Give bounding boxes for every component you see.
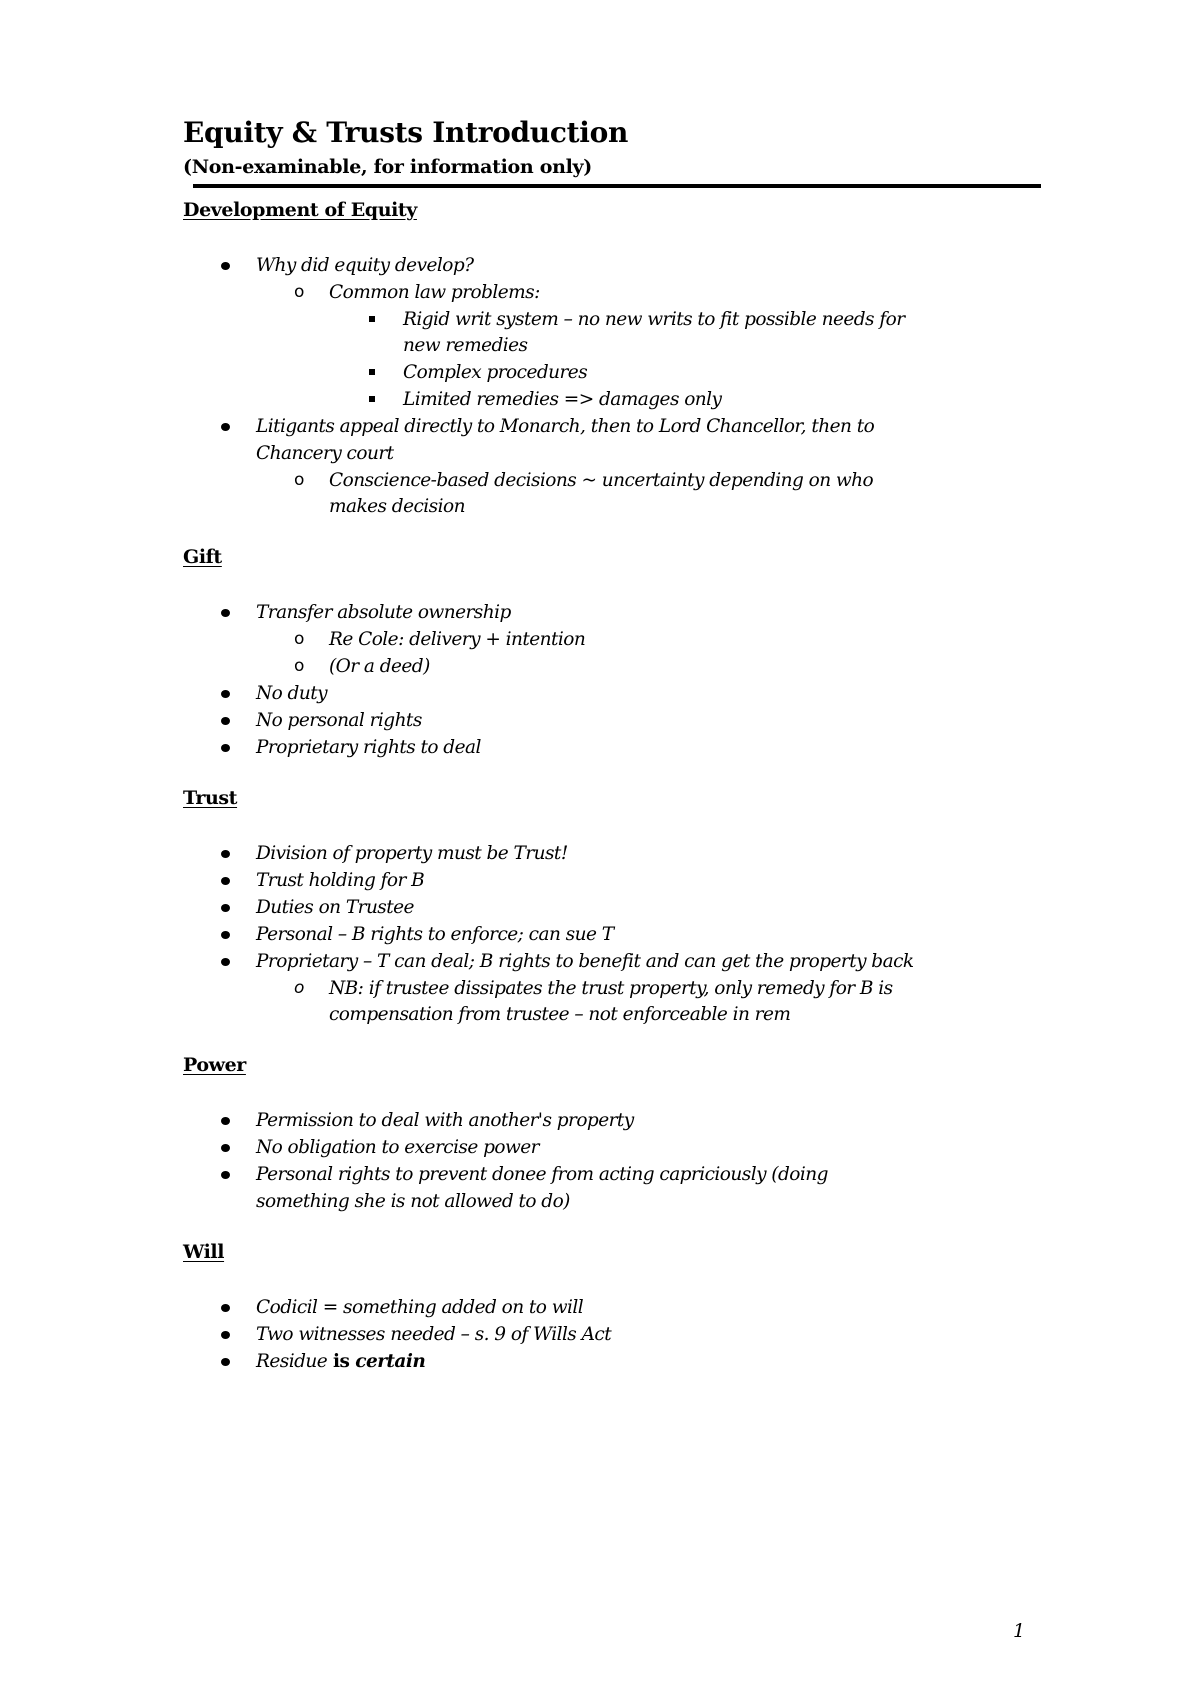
bullet-icon bbox=[221, 262, 230, 270]
square-bullet-icon bbox=[369, 369, 375, 375]
list-item: Codicil = something added on to will bbox=[256, 1294, 583, 1321]
bullet-icon bbox=[221, 877, 230, 885]
list-item: o NB: if trustee dissipates the trust property, only remedy for B is bbox=[329, 975, 893, 1002]
page-subtitle: (Non-examinable, for information only) bbox=[183, 156, 592, 178]
heading-power: Power bbox=[183, 1054, 246, 1076]
page-number: 1 bbox=[1013, 1620, 1026, 1642]
bullet-icon bbox=[221, 717, 230, 725]
square-bullet-icon bbox=[369, 316, 375, 322]
bullet-icon bbox=[221, 904, 230, 912]
list-item-continuation: Chancery court bbox=[256, 443, 394, 464]
list-item: Trust holding for B bbox=[256, 867, 424, 894]
list-item: Proprietary rights to deal bbox=[256, 734, 481, 761]
list-item: No personal rights bbox=[256, 707, 422, 734]
page-title: Equity & Trusts Introduction bbox=[183, 116, 629, 149]
list-item: Proprietary – T can deal; B rights to benefit and can get the property back bbox=[256, 948, 914, 975]
heading-trust: Trust bbox=[183, 787, 238, 809]
list-item: Two witnesses needed – s. 9 of Wills Act bbox=[256, 1321, 611, 1348]
bullet-icon bbox=[221, 958, 230, 966]
heading-gift: Gift bbox=[183, 546, 222, 568]
heading-will: Will bbox=[183, 1241, 225, 1263]
square-bullet-icon bbox=[369, 396, 375, 402]
list-item: Limited remedies => damages only bbox=[403, 386, 721, 413]
bullet-icon bbox=[221, 1117, 230, 1125]
circle-bullet-icon: o bbox=[294, 470, 304, 490]
list-item: Personal rights to prevent donee from acting capriciously (doing bbox=[256, 1161, 828, 1188]
list-item-continuation: makes decision bbox=[329, 496, 465, 517]
list-item: Complex procedures bbox=[403, 359, 587, 386]
list-item: o (Or a deed) bbox=[329, 653, 430, 680]
list-item-continuation: compensation from trustee – not enforceable in rem bbox=[329, 1004, 791, 1025]
circle-bullet-icon: o bbox=[294, 629, 304, 649]
list-item: Transfer absolute ownership bbox=[256, 599, 511, 626]
bullet-icon bbox=[221, 609, 230, 617]
list-item: Personal – B rights to enforce; can sue T bbox=[256, 921, 614, 948]
bullet-icon bbox=[221, 1358, 230, 1366]
list-item: o Common law problems: bbox=[329, 279, 540, 306]
bullet-icon bbox=[221, 690, 230, 698]
title-rule bbox=[193, 184, 1041, 188]
list-item: Division of property must be Trust! bbox=[256, 840, 568, 867]
list-item-continuation: something she is not allowed to do) bbox=[256, 1191, 570, 1212]
bullet-icon bbox=[221, 423, 230, 431]
heading-development-of-equity: Development of Equity bbox=[183, 199, 417, 221]
bullet-icon bbox=[221, 1171, 230, 1179]
list-item: Rigid writ system – no new writs to fit possible needs for bbox=[403, 306, 905, 333]
list-item: No duty bbox=[256, 680, 327, 707]
bullet-icon bbox=[221, 931, 230, 939]
list-item: Litigants appeal directly to Monarch, then to Lord Chancellor, then to bbox=[256, 413, 874, 440]
list-item: Duties on Trustee bbox=[256, 894, 414, 921]
circle-bullet-icon: o bbox=[294, 656, 304, 676]
list-item-continuation: new remedies bbox=[403, 335, 528, 356]
list-item: o Re Cole: delivery + intention bbox=[329, 626, 585, 653]
list-item: Why did equity develop? bbox=[256, 252, 474, 279]
list-item: Permission to deal with another's property bbox=[256, 1107, 634, 1134]
list-item: Residue is certain bbox=[256, 1348, 425, 1375]
list-item: No obligation to exercise power bbox=[256, 1134, 539, 1161]
bullet-icon bbox=[221, 1304, 230, 1312]
bullet-icon bbox=[221, 744, 230, 752]
list-item: o Conscience-based decisions ~ uncertainty depending on who bbox=[329, 467, 873, 494]
circle-bullet-icon: o bbox=[294, 978, 304, 998]
bullet-icon bbox=[221, 1144, 230, 1152]
bullet-icon bbox=[221, 1331, 230, 1339]
circle-bullet-icon: o bbox=[294, 282, 304, 302]
bullet-icon bbox=[221, 850, 230, 858]
